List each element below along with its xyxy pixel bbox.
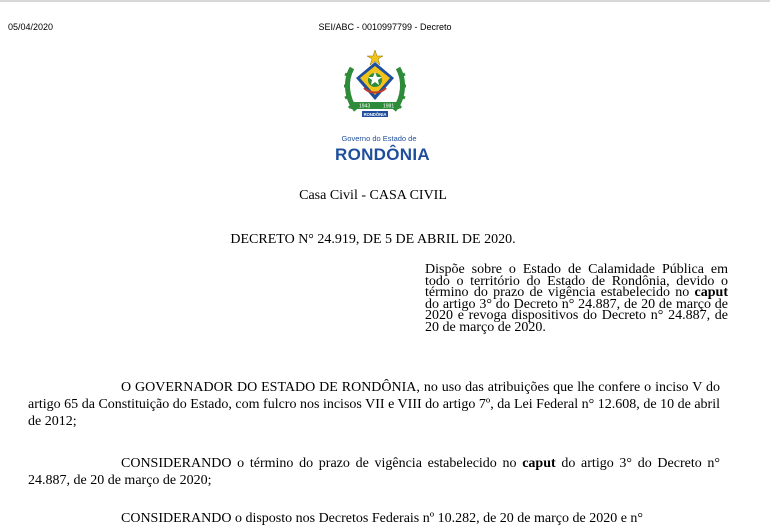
considering-1-text-1: CONSIDERANDO o término do prazo de vigência estabelecido no xyxy=(121,456,523,471)
issuing-organ: Casa Civil - CASA CIVIL xyxy=(299,188,447,203)
summary-text-2: do artigo 3° do Decreto n° 24.887, de 20 de março de 2020 e revoga dispositivos do Decreto n° 24.887, de 20 de março de 2020. xyxy=(425,296,728,335)
decree-title: DECRETO N° 24.919, DE 5 DE ABRIL DE 2020. xyxy=(230,232,516,247)
logo-state-name: RONDÔNIA xyxy=(335,145,430,164)
coat-of-arms-icon xyxy=(342,48,408,124)
logo-government-line: Governo do Estado de xyxy=(341,134,417,143)
summary-bold: caput xyxy=(694,285,728,300)
crest-year-right: 1981 xyxy=(383,103,395,110)
print-date: 05/04/2020 xyxy=(8,22,54,32)
paragraph-considering-2: CONSIDERANDO o disposto nos Decretos Federais nº 10.282, de 20 de março de 2020 e n° xyxy=(121,511,644,526)
state-logo xyxy=(335,48,435,170)
paragraph-considering-1 xyxy=(28,455,720,489)
top-border xyxy=(0,0,770,2)
paragraph-preamble: O GOVERNADOR DO ESTADO DE RONDÔNIA, no uso das atribuições que lhe confere o inciso V do artigo 65 da Constituição do Estado, com fulcro nos incisos VII e VIII do artigo 7º, da Lei Federal n° 12.608, de 10 de abril de 2012; xyxy=(28,380,720,429)
document-reference: SEI/ABC - 0010997799 - Decreto xyxy=(318,22,452,32)
decree-summary xyxy=(425,264,728,333)
summary-text-1: Dispõe sobre o Estado de Calamidade Pública em todo o território do Estado de Rondônia, devido o término do prazo de vigência estabelecido no xyxy=(425,262,728,300)
crest-year-left: 1943 xyxy=(359,103,371,110)
crest-banner-text: RONDÔNIA xyxy=(363,111,387,117)
considering-1-text-2: do artigo 3° do Decreto n° 24.887, de 20 de março de 2020; xyxy=(28,456,721,488)
considering-1-bold: caput xyxy=(522,456,556,471)
